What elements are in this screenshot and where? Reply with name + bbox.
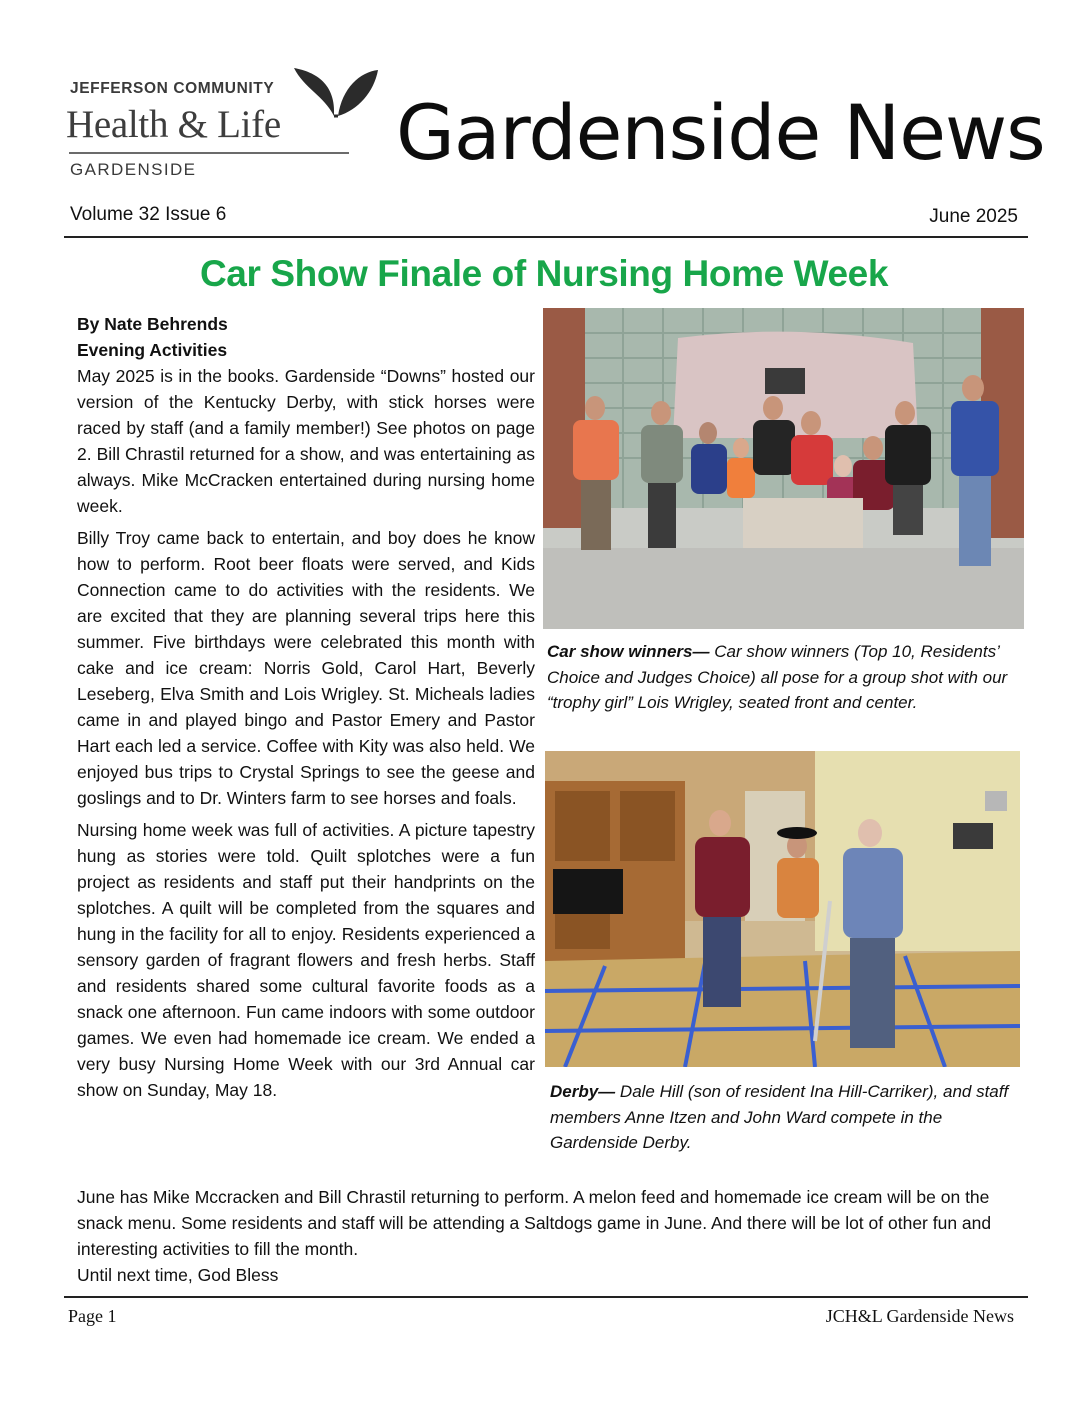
article-paragraph: Nursing home week was full of activities. A picture tapestry hung as stories were told. Quilt splotches were a fun project as residents and staff put their handprints on the splotches. A quilt will be completed from the squares and hung in the facility for all to enjoy. Residents experienced a sensory garden of fragrant flowers and fresh herbs. Staff and residents shared some cultural favorite foods as a snack one afternoon. Fun came indoors with some outdoor games. We even had homemade ice cream. We ended a very busy Nursing Home Week with our 3rd Annual car show on Sunday, May 18. [77,820,535,1100]
header-divider [64,236,1028,238]
page-number: Page 1 [68,1306,117,1326]
derby-caption [550,1079,1016,1156]
logo-line-1: JEFFERSON COMMUNITY [70,80,275,97]
article-author: By Nate Behrends [77,314,228,334]
article-headline: Car Show Finale of Nursing Home Week [199,253,889,294]
newsletter-title: Gardenside News [396,88,1045,177]
article-paragraph: Billy Troy came back to entertain, and boy does he know how to perform. Root beer floats were served, and Kids Connection came to do activities with the residents. We are excited that they are planning several trips here this summer. Five birthdays were celebrated this month with cake and ice cream: Norris Gold, Carol Hart, Beverly Leseberg, Elva Smith and Lois Wrigley. St. Micheals ladies came in and played bingo and Pastor Emery and Pastor Hart each led a service. Coffee with Kity was also held. We enjoyed bus trips to Crystal Springs to see the geese and goslings and to Dr. Winters farm to see horses and foals. [77,528,535,808]
article-body [77,311,535,1109]
derby-photo [545,751,1020,1067]
logo-divider [69,152,349,154]
volume-issue: Volume 32 Issue 6 [70,204,227,225]
organization-logo [66,66,378,182]
logo-line-3: GARDENSIDE [70,160,197,179]
leaf-icon [294,66,378,118]
signoff: Until next time, God Bless [77,1265,279,1285]
caption-lead: Derby— [550,1082,616,1101]
car-show-photo [543,308,1024,629]
closing-paragraph: June has Mike Mccracken and Bill Chrastil returning to perform. A melon feed and homemade ice cream will be on the snack menu. Some residents and staff will be attending a Saltdogs game in June. And there will be lot of other fun and interesting activities to fill the month. [77,1187,992,1259]
footer-divider [64,1296,1028,1298]
caption-text: Dale Hill (son of resident Ina Hill-Carriker), and staff members Anne Itzen and John Ward compete in the Gardenside Derby. [550,1082,1009,1152]
article-department: Evening Activities [77,340,228,360]
article-closing [77,1184,1017,1288]
logo-line-2: Health & Life [66,103,281,146]
article-paragraph: May 2025 is in the books. Gardenside “Downs” hosted our version of the Kentucky Derby, with stick horses were raced by staff (and a family member!) See photos on page 2. Bill Chrastil returned for a show, and was entertaining as always. Mike McCracken entertained during nursing home week. [77,366,535,516]
publication-name: JCH&L Gardenside News [825,1306,1014,1326]
caption-lead: Car show winners— [547,642,710,661]
issue-date: June 2025 [929,206,1018,227]
car-show-caption [547,639,1017,716]
caption-text: Car show winners (Top 10, Residents’ Choice and Judges Choice) all pose for a group shot with our “trophy girl” Lois Wrigley, seated front and center. [547,642,1008,712]
